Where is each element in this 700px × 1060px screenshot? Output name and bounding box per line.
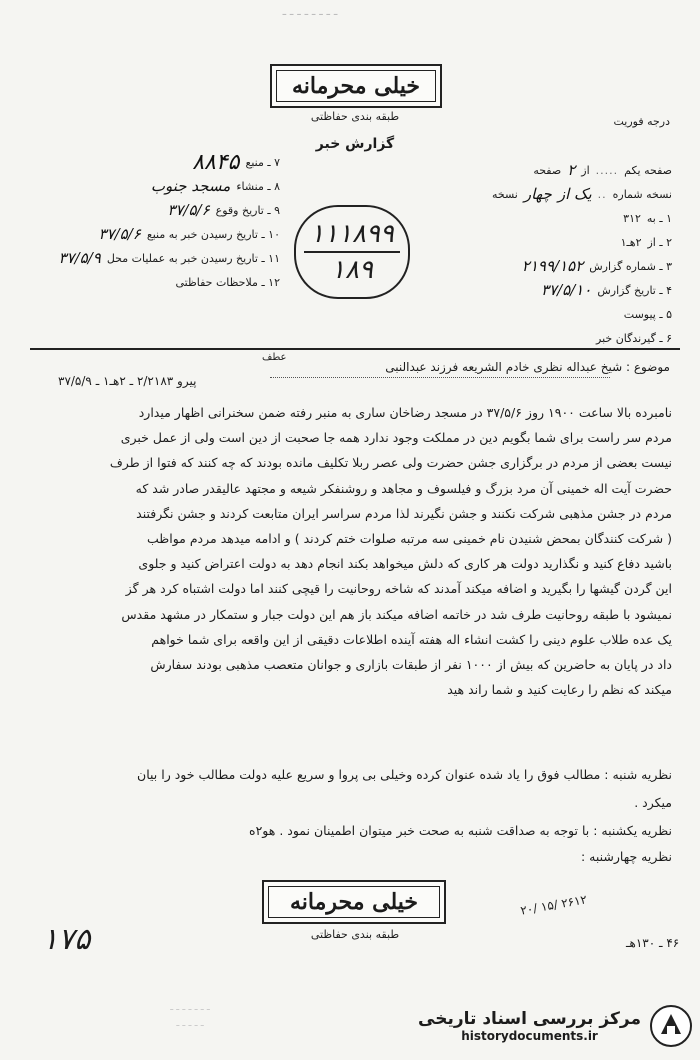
archive-logo-icon <box>649 1004 693 1048</box>
report-body <box>52 400 672 702</box>
field-value: ۳۱۲ <box>623 211 641 225</box>
dots: ..... <box>595 163 619 177</box>
field-source <box>20 150 280 174</box>
field-label: ۲ ـ از <box>647 235 672 249</box>
field-value: ۲ <box>567 161 576 179</box>
body-line: ( شرکت کنندگان بمحض شنیدن نام خمینی سه مرتبه صلوات ختم کردند ) و ادامه میدهد مردم مواظب <box>147 531 672 547</box>
body-line: باشید دفاع کنید و نگذارید دولت هر کاری که دلش میخواهد بکند انجام دهد به دولت اعتراض کنید و جلوی <box>138 556 672 572</box>
field-label: ۹ ـ تاریخ وقوع <box>215 203 280 217</box>
view-text: میکرد . <box>634 795 672 810</box>
view-label: نظریه یکشنبه <box>601 823 672 838</box>
body-line: نیست بعضی از مردم در برگزاری جشن حضرت ولی عصر ربلا تکلیف مانده بودند که چه کنند که فتوا از طرف <box>109 455 672 471</box>
subject-label: موضوع <box>633 360 670 374</box>
body-line: مردم سر راست برای شما بگویم دین در مملکت وجود ندارد همه جا صحبت از دین است ولی از عمل خبری <box>120 430 672 446</box>
field-ops-receipt-date <box>20 246 280 270</box>
field-value: ۳۷/۵/۶ <box>98 225 141 243</box>
reference-number <box>58 374 196 388</box>
watermark <box>408 996 693 1056</box>
body-line: این گردن گیشها را بگیرید و اضافه میکند آمدند که شاخه روحانیت را قیچی کنند اما دولت اشتباه کرد هر گز <box>125 581 672 597</box>
classification-label-bottom: طبقه بندی حفاظتی <box>310 928 400 941</box>
margin-number: ۱۷۵ <box>42 922 91 957</box>
field-value: چهار <box>523 185 552 203</box>
subject-text: شیخ عبداله نظری خادم الشریعه فرزند عبدالنبی <box>385 360 623 374</box>
header-divider <box>30 348 680 350</box>
registry-number-bottom: ۱۸۹ <box>331 255 373 285</box>
field-mid: از <box>581 163 590 177</box>
field-page <box>432 158 672 182</box>
faint-footer-text: ـ ـ ـ ـ ـ ـ ـ ـ ـ ـ ـ ـ <box>170 1002 210 1029</box>
field-to <box>432 206 672 230</box>
field-value: ۳۷/۵/۶ <box>167 201 210 219</box>
stamp-code: ۲۰/ ۱۵/ ۲۶۱۲ <box>519 892 588 918</box>
classification-label-top: طبقه بندی حفاظتی <box>310 110 400 123</box>
field-value: ۲هـ۱ <box>620 235 642 249</box>
field-origin <box>20 174 280 198</box>
field-value: ۳۷/۵/۱۰ <box>540 281 592 299</box>
field-label: ۵ ـ پیوست <box>623 307 672 321</box>
field-value: ۳۷/۵/۹ <box>58 249 101 267</box>
report-title: گزارش خبر <box>315 136 395 152</box>
field-attachment <box>432 302 672 326</box>
watermark-url: historydocuments.ir <box>461 1029 598 1043</box>
subject: موضوع : شیخ عبداله نظری خادم الشریعه فرزند عبدالنبی <box>385 360 670 374</box>
view-wednesday <box>52 844 672 869</box>
reference-prefix: پیرو <box>177 374 197 388</box>
body-line: میکند که نظم را رعایت کنید و شما راند هید <box>447 682 672 698</box>
fields-left <box>20 150 280 294</box>
field-label: صفحه یکم <box>624 163 672 177</box>
view-sunday <box>52 818 672 843</box>
fields-right <box>432 158 672 350</box>
field-value: ۸۸۴۵ <box>192 149 240 175</box>
view-label: نظریه شنبه <box>612 767 672 782</box>
watermark-text <box>418 1009 641 1043</box>
field-from <box>432 230 672 254</box>
body-line: نمیشود با طبقه روحانیت طرف شد در خاتمه اضافه میکند باز هم این دولت جبار و ستمکار در مشهد مقدس <box>121 606 672 622</box>
field-suffix: نسخه <box>491 187 518 201</box>
view-text: : مطالب فوق را یاد شده عنوان کرده وخیلی بی پروا و سریع علیه دولت مطالب خود را بیان <box>137 767 609 782</box>
registry-number-stamp <box>294 205 410 299</box>
field-label: ۷ ـ منبع <box>245 155 280 169</box>
view-saturday-cont <box>52 790 672 815</box>
faint-header-text: ـ ـ ـ ـ ـ ـ ـ ـ <box>282 4 338 18</box>
body-line: یک عده طلاب علوم دینی را کشت انشاء اله هفته آینده اطلاعات دقیقی از این واقعه برای شما خواهم <box>151 631 672 647</box>
field-report-number <box>432 254 672 278</box>
field-source-receipt-date <box>20 222 280 246</box>
field-value: مسجد جنوب <box>150 177 231 195</box>
field-label: ۳ ـ شماره گزارش <box>589 259 672 273</box>
field-label: ۱۱ ـ تاریخ رسیدن خبر به عملیات محل <box>106 251 280 265</box>
classification-stamp-top <box>270 64 442 108</box>
field-recipients <box>432 326 672 350</box>
field-label: ۱۰ ـ تاریخ رسیدن خبر به منبع <box>146 227 280 241</box>
field-label: ۶ ـ گیرندگان خبر <box>596 331 672 345</box>
body-line: داد در پایان به حاضرین که بیش از ۱۰۰۰ نفر از طبقات بازاری و جوانان متعصب مذهبی بودند سفارش <box>150 657 672 673</box>
view-saturday <box>52 762 672 787</box>
field-value: ۲۱۹۹/۱۵۲ <box>521 257 584 275</box>
field-label: ۱۲ ـ ملاحظات حفاظتی <box>175 275 280 289</box>
field-security-notes <box>20 270 280 294</box>
urgency-label: درجه فوریت <box>613 115 670 128</box>
body-line: حضرت آیت اله خمینی آن مرد بزرگ و فیلسوف و مجاهد و روشنفکر شیعه و مجتهد عالیقدر صادر شد که <box>135 480 672 496</box>
field-label: ۸ ـ منشاء <box>236 179 280 193</box>
subject-underline <box>270 377 610 378</box>
reference-value: ۲/۲۱۸۳ ـ ۲هـ۱ ـ ۳۷/۵/۹ <box>58 374 174 388</box>
reference-label: عطف <box>262 352 287 363</box>
field-mid: یک از <box>557 185 592 203</box>
registry-number-top: ۱۱۱۸۹۹ <box>304 217 400 253</box>
view-text: : با توجه به صداقت شنبه به صحت خبر میتوان اطمینان نمود . هو۲ه <box>249 823 598 838</box>
view-text: : <box>580 849 586 864</box>
watermark-title: مرکز بررسی اسناد تاریخی <box>418 1009 641 1029</box>
field-label: نسخه شماره <box>612 187 672 201</box>
body-line: مردم در جشن مذهبی شرکت نکنند و جشن نگیرند لذا مردم سراسر ایران متابعت کردند و جشن نگرفتند <box>136 505 672 521</box>
field-suffix: صفحه <box>533 163 562 177</box>
field-copy <box>432 182 672 206</box>
document-code: ۴۶ ـ ۱۳۰هـ <box>626 936 680 950</box>
view-label: نظریه چهارشنبه <box>589 849 672 864</box>
field-report-date <box>432 278 672 302</box>
stamp-top-text: خیلی محرمانه <box>276 70 436 102</box>
body-line: نامبرده بالا ساعت ۱۹۰۰ روز ۳۷/۵/۶ در مسجد رضاخان ساری به منبر رفته ضمن سخنرانی اظهار میدارد <box>138 405 672 420</box>
field-label: ۴ ـ تاریخ گزارش <box>597 283 672 297</box>
classification-stamp-bottom <box>262 880 446 924</box>
field-event-date <box>20 198 280 222</box>
stamp-bottom-text: خیلی محرمانه <box>268 886 440 918</box>
dots: .. <box>597 187 607 201</box>
field-label: ۱ ـ به <box>646 211 672 225</box>
